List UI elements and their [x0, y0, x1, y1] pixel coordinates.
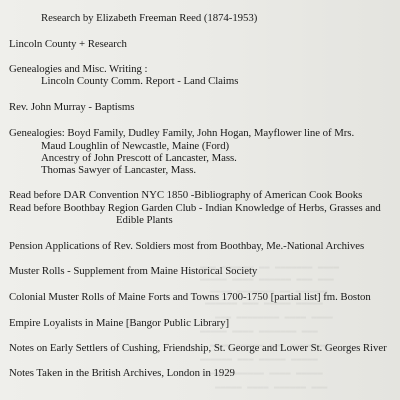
entry-line: Ancestry of John Prescott of Lancaster, Mass.	[41, 152, 237, 164]
entry-line: Edible Plants	[116, 214, 173, 226]
entry-line: Lincoln County + Research	[9, 38, 127, 50]
entry-line: Thomas Sawyer of Lancaster, Mass.	[41, 164, 197, 176]
entry-line: Lincoln County Comm. Report - Land Claims	[41, 75, 239, 87]
entry-line: Rev. John Murray - Baptisms	[9, 101, 135, 113]
entry-line: Maud Loughlin of Newcastle, Maine (Ford)	[41, 140, 230, 152]
entry-line: Read before Boothbay Region Garden Club - Indian Knowledge of Herbs, Grasses and	[9, 202, 381, 214]
entry-line: Pension Applications of Rev. Soldiers most from Boothbay, Me.-National Archives	[9, 240, 365, 252]
entry-line: Muster Rolls - Supplement from Maine Historical Society	[9, 265, 258, 277]
entry-line: Genealogies and Misc. Writing :	[9, 63, 148, 75]
entry-line: Notes on Early Settlers of Cushing, Friendship, St. George and Lower St. Georges River	[9, 342, 387, 354]
entry-line: Read before DAR Convention NYC 1850 -Bibliography of American Cook Books	[9, 189, 363, 201]
entry-line: Empire Loyalists in Maine [Bangor Public Library]	[9, 317, 230, 329]
entry-line: Genealogies: Boyd Family, Dudley Family, John Hogan, Mayflower line of Mrs.	[9, 127, 355, 139]
document-title: Research by Elizabeth Freeman Reed (1874-1953)	[41, 12, 258, 24]
entry-line: Colonial Muster Rolls of Maine Forts and Towns 1700-1750 [partial list] fm. Boston	[9, 291, 371, 303]
entry-line: Notes Taken in the British Archives, London in 1929	[9, 367, 235, 379]
